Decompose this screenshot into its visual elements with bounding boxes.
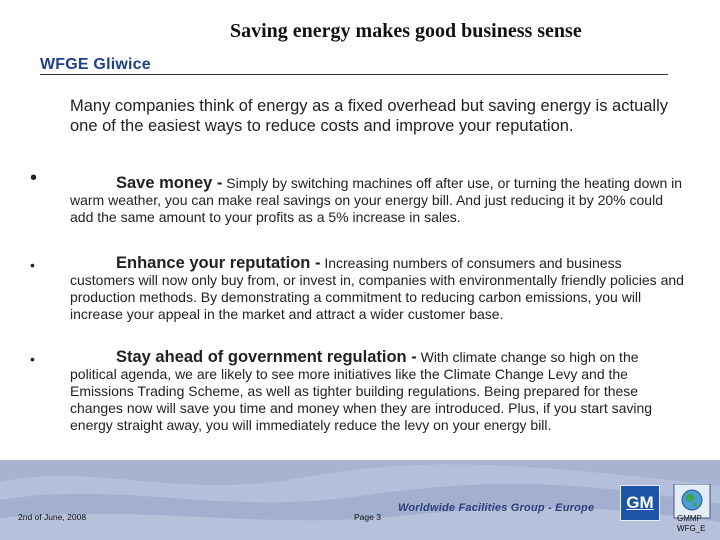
footer-band: [0, 460, 720, 540]
slide-subtitle: WFGE Gliwice: [40, 56, 151, 73]
bullet-dot: •: [30, 257, 35, 273]
footer-code-line2: WFG_E: [677, 524, 706, 533]
bullet-enhance-reputation: [70, 255, 688, 323]
footer-date: 2nd of June, 2008: [18, 512, 87, 522]
footer-code: [677, 514, 705, 534]
footer-wave-decoration: [0, 460, 720, 540]
bullet-dot: •: [30, 351, 35, 367]
bullet-heading: Stay ahead of government regulation -: [116, 348, 417, 366]
bullet-text: Simply by switching machines off after use, or turning the heating down in warm weather, you can make real savings on your energy bill. And just reducing it by 20% could add the same amount to your profits as a 5% increase in sales.: [70, 175, 683, 225]
footer-code-line1: GMMP: [677, 514, 702, 523]
bullet-heading: Enhance your reputation -: [116, 254, 321, 272]
bullet-government-regulation: [70, 349, 688, 434]
gm-logo: GM: [620, 485, 660, 521]
footer-page-number: Page 3: [354, 512, 381, 522]
header-rule: [40, 74, 668, 75]
bullet-text: With climate change so high on the political agenda, we are likely to see more initiatives like the Climate Change Levy and the Emissions Trading Scheme, as well as tighter building regulations. Being prepared for these changes now will save you time and money when they are introduced. Plus, if you start saving energy straight away, you will immediately reduce the levy on your energy bill.: [70, 349, 653, 433]
intro-paragraph: Many companies think of energy as a fixed overhead but saving energy is actually one of the easiest ways to reduce costs and improve your reputation.: [70, 97, 669, 135]
bullet-heading: Save money -: [116, 174, 223, 192]
footer-group-name: Worldwide Facilities Group - Europe: [398, 502, 595, 514]
bullet-save-money: [70, 175, 688, 226]
bullet-dot: •: [30, 167, 38, 189]
bullet-text: Increasing numbers of consumers and business customers will now only buy from, or invest in, companies with environmentally friendly policies and production methods. By demonstrating a commitment to reducing carbon emissions, you will increase your appeal in the market and attract a wider customer base.: [70, 255, 684, 322]
slide-title: Saving energy makes good business sense: [230, 20, 582, 42]
